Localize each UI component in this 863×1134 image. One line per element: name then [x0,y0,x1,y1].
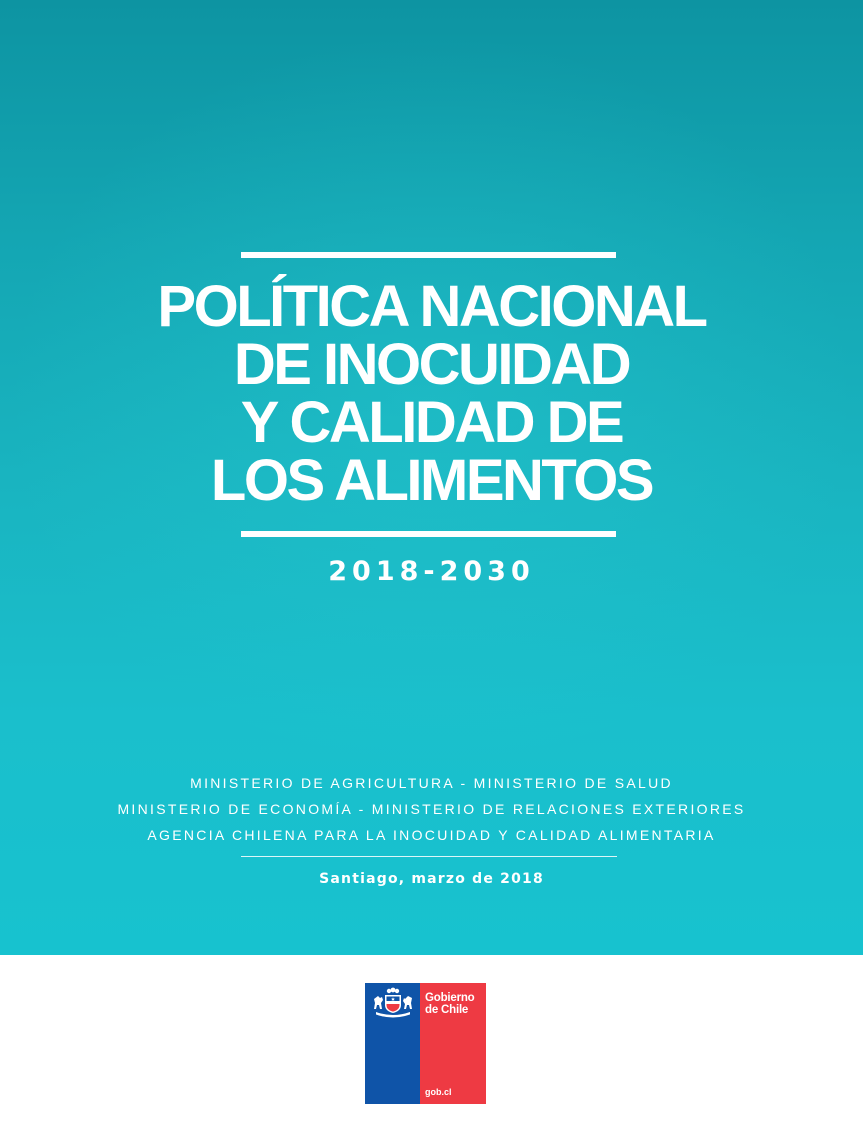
title-bottom-rule [241,531,616,537]
ministries-line: MINISTERIO DE AGRICULTURA - MINISTERIO DE SALUD [190,775,673,791]
title-top-rule [241,252,616,258]
ministries-line: AGENCIA CHILENA PARA LA INOCUIDAD Y CALIDAD ALIMENTARIA [147,827,716,843]
logo-red-panel [420,983,486,1104]
title-line: LOS ALIMENTOS [210,448,653,513]
title-line: Y CALIDAD DE [240,390,623,455]
gobierno-de-chile-logo [365,983,486,1104]
ministries-list [0,773,863,851]
logo-domain: gob.cl [425,1087,452,1097]
logo-blue-panel [365,983,420,1104]
chile-coat-of-arms-icon [370,987,416,1021]
ministries-line: MINISTERIO DE ECONOMÍA - MINISTERIO DE RELACIONES EXTERIORES [117,801,746,817]
logo-brand-name [425,992,475,1016]
place-date: Santiago, marzo de 2018 [319,871,544,887]
divider [241,856,617,857]
logo-brand-line: Gobierno [425,992,475,1004]
document-title [0,274,863,513]
period-years: 2018-2030 [328,556,535,587]
logo-brand-line: de Chile [425,1004,469,1016]
title-line: POLÍTICA NACIONAL [157,274,706,339]
title-line: DE INOCUIDAD [233,332,630,397]
